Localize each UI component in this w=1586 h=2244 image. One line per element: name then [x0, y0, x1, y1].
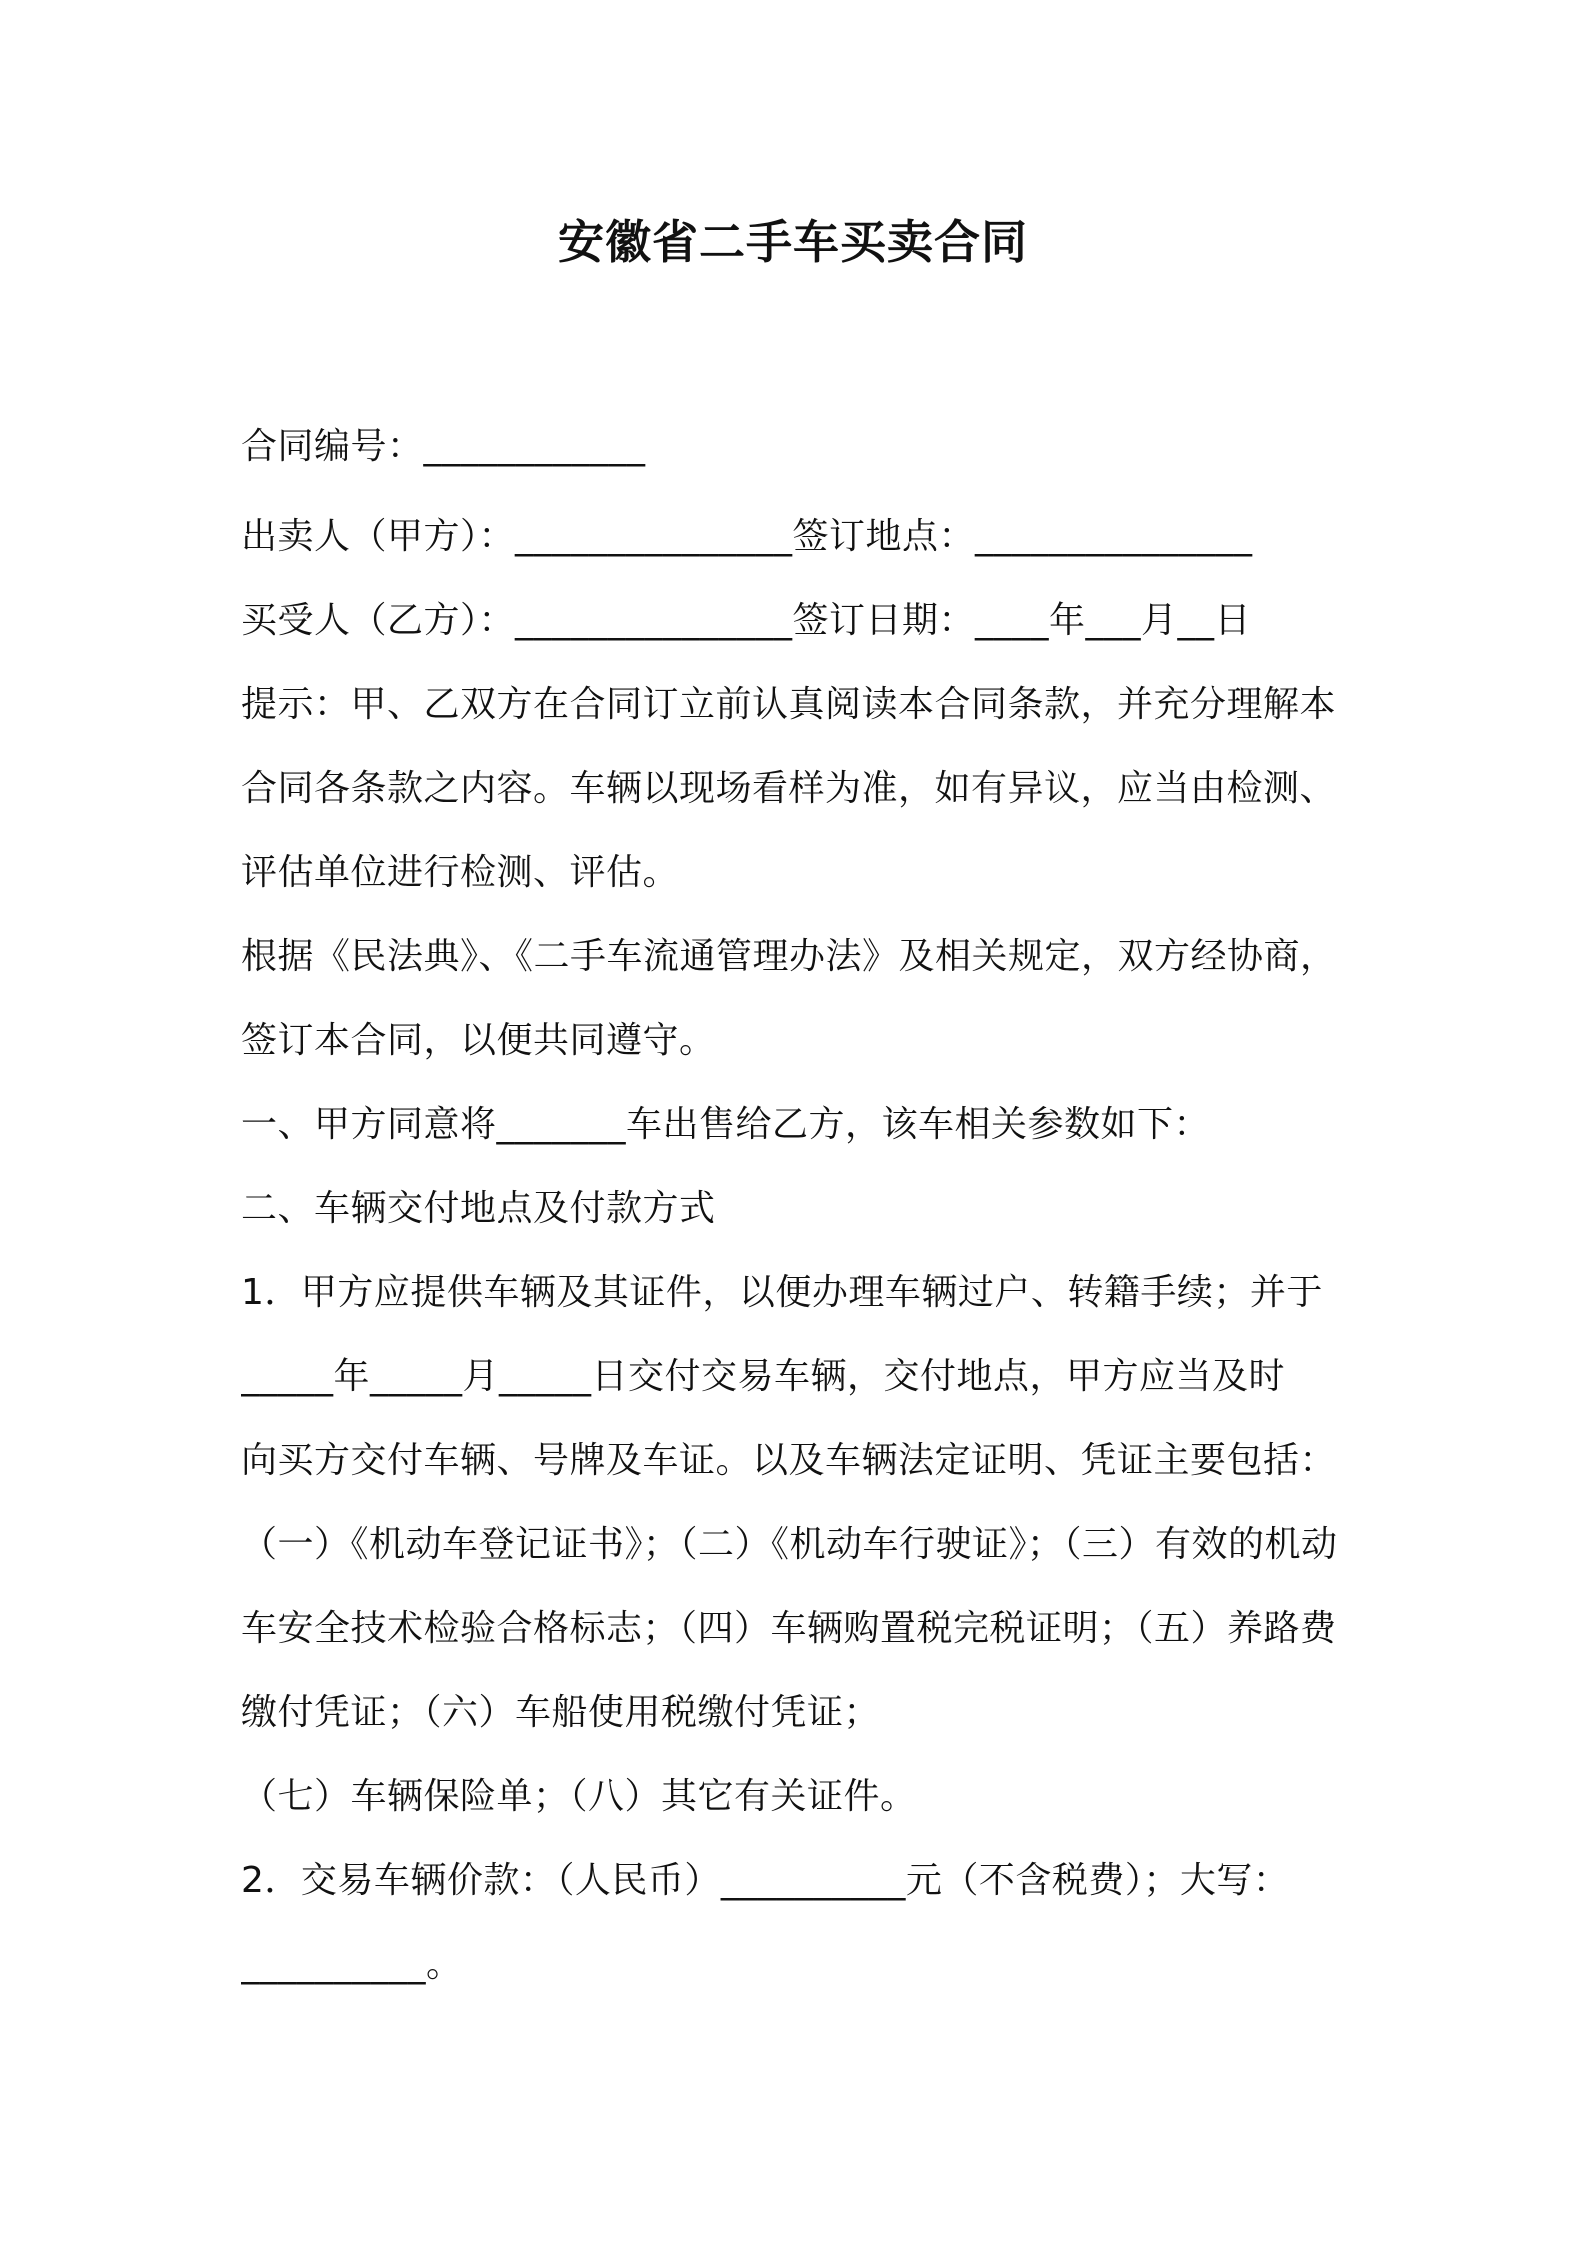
notice-line-1: 提示：甲、乙双方在合同订立前认真阅读本合同条款，并充分理解本	[241, 684, 1337, 725]
item-1-line-7: （七）车辆保险单；（八）其它有关证件。	[241, 1776, 917, 1817]
item-1-line-4: （一）《机动车登记证书》；（二）《机动车行驶证》；（三）有效的机动	[241, 1524, 1338, 1565]
notice-line-2: 合同各条款之内容。车辆以现场看样为准，如有异议，应当由检测、	[241, 768, 1337, 809]
item-1-line-6: 缴付凭证；（六）车船使用税缴付凭证；	[241, 1692, 881, 1733]
item-1-line-1: 1．甲方应提供车辆及其证件，以便办理车辆过户、转籍手续；并于	[241, 1272, 1323, 1313]
basis-line-2: 签订本合同，以便共同遵守。	[241, 1020, 716, 1061]
basis-line-1: 根据《民法典》、《二手车流通管理办法》及相关规定，双方经协商，	[241, 936, 1337, 977]
clause-1-line: 一、甲方同意将_______车出售给乙方，该车相关参数如下：	[241, 1104, 1211, 1145]
document-body	[241, 405, 1361, 2007]
document-title: 安徽省二手车买卖合同	[558, 215, 1028, 269]
item-2-line-1: 2．交易车辆价款：（人民币）__________元（不含税费）；大写：	[241, 1860, 1290, 1901]
buyer-line: 买受人（乙方）：_______________签订日期：____年___月__日	[241, 600, 1252, 641]
notice-line-3: 评估单位进行检测、评估。	[241, 852, 680, 893]
item-1-line-3: 向买方交付车辆、号牌及车证。以及车辆法定证明、凭证主要包括：	[241, 1440, 1337, 1481]
item-1-line-5: 车安全技术检验合格标志；（四）车辆购置税完税证明；（五）养路费	[241, 1608, 1337, 1649]
clause-2-heading: 二、车辆交付地点及付款方式	[241, 1188, 716, 1229]
item-1-line-2: _____年_____月_____日交付交易车辆，交付地点，甲方应当及时	[241, 1356, 1286, 1397]
seller-line: 出卖人（甲方）：_______________签订地点：_______________	[241, 516, 1253, 557]
item-2-line-2: __________。	[241, 1944, 463, 1985]
contract-number-line: 合同编号：____________	[241, 426, 646, 467]
